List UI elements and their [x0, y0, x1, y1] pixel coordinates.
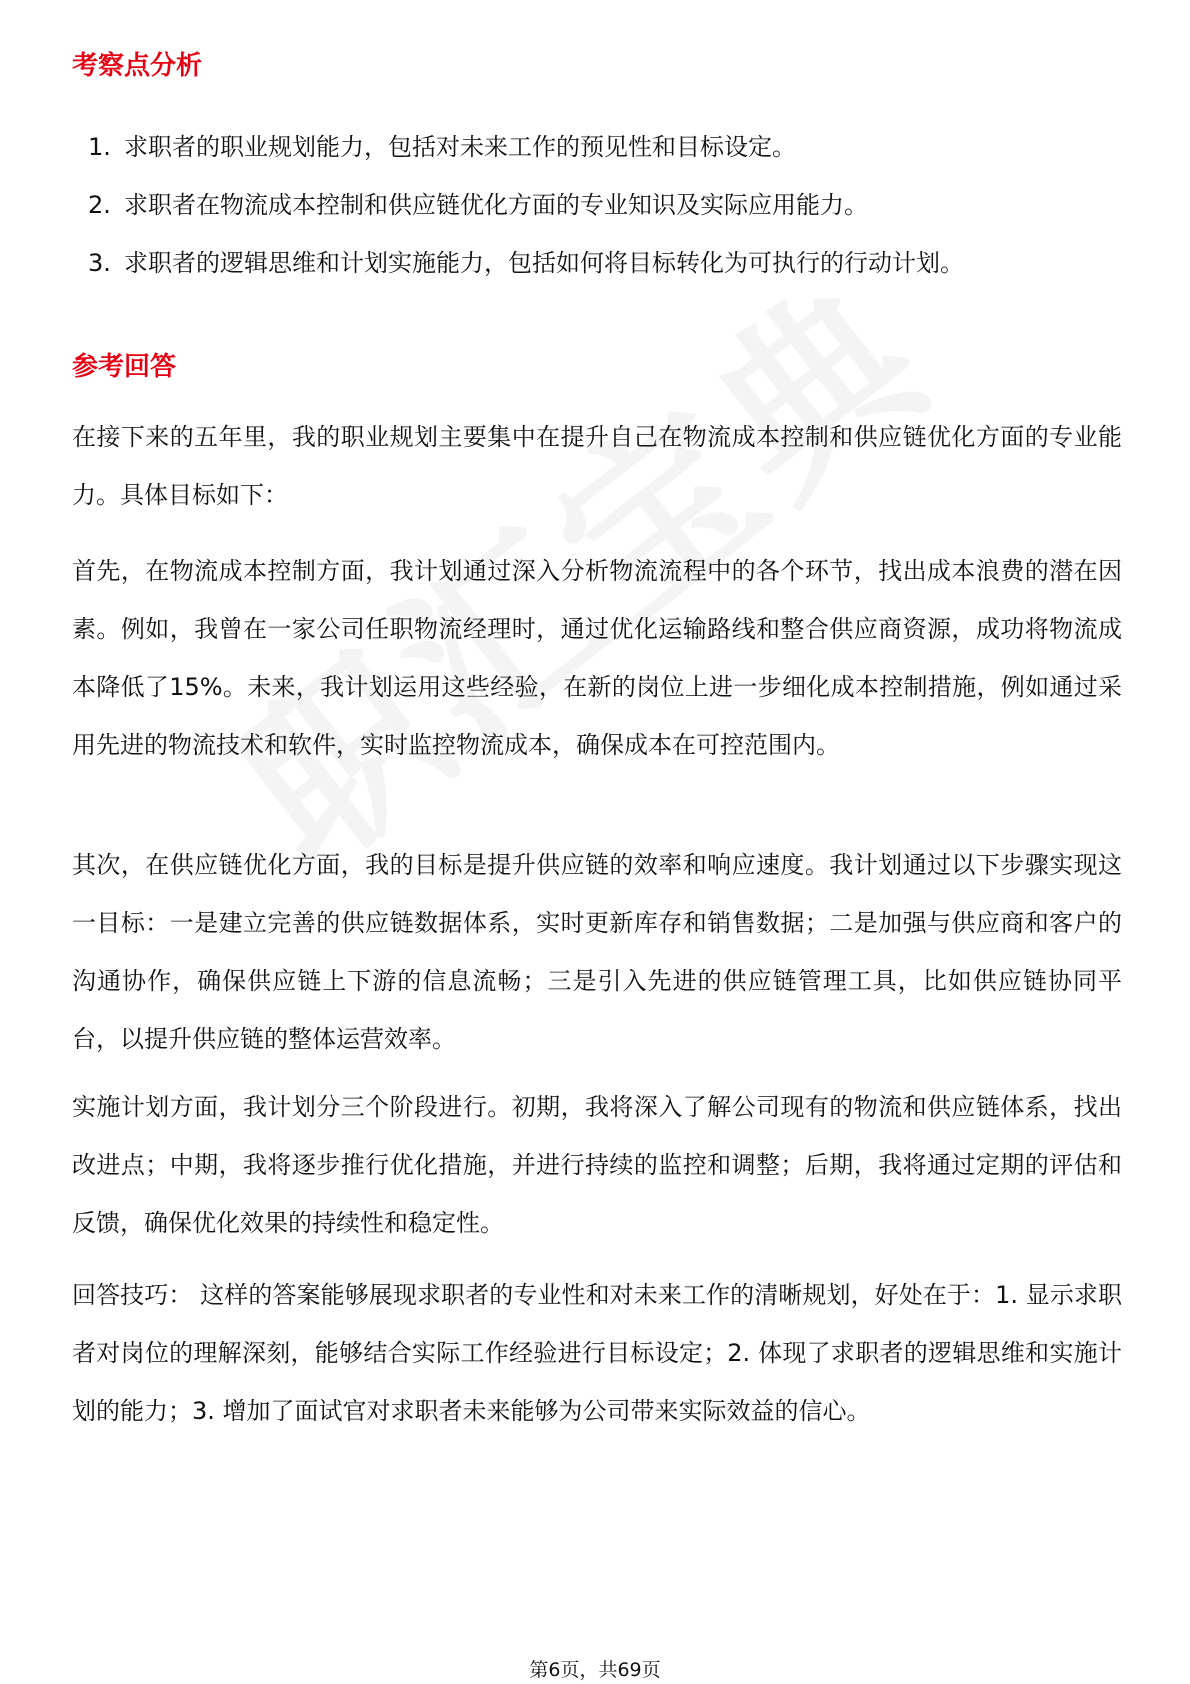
list-item [72, 234, 1124, 292]
paragraph-intro: 在接下来的五年里，我的职业规划主要集中在提升自己在物流成本控制和供应链优化方面的专业能力。具体目标如下： [72, 423, 1122, 509]
page-number-footer: 第6页，共69页 [529, 1659, 661, 1681]
paragraph-implementation: 实施计划方面，我计划分三个阶段进行。初期，我将深入了解公司现有的物流和供应链体系，找出改进点；中期，我将逐步推行优化措施，并进行持续的监控和调整；后期，我将通过定期的评估和反馈，确保优化效果的持续性和稳定性。 [72, 1093, 1122, 1237]
paragraph-cost-control: 首先，在物流成本控制方面，我计划通过深入分析物流流程中的各个环节，找出成本浪费的潜在因素。例如，我曾在一家公司任职物流经理时，通过优化运输路线和整合供应商资源，成功将物流成本降低了15%。未来，我计划运用这些经验，在新的岗位上进一步细化成本控制措施，例如通过采用先进的物流技术和软件，实时监控物流成本，确保成本在可控范围内。 [72, 557, 1122, 759]
list-item [72, 118, 1124, 176]
paragraph-tips: 回答技巧： 这样的答案能够展现求职者的专业性和对未来工作的清晰规划，好处在于：1. 显示求职者对岗位的理解深刻，能够结合实际工作经验进行目标设定；2. 体现了求职者的逻辑思维和实施计划的能力；3. 增加了面试官对求职者未来能够为公司带来实际效益的信心。 [72, 1281, 1122, 1425]
list-item-number: 2. [88, 191, 111, 219]
list-item-text: 求职者的逻辑思维和计划实施能力，包括如何将目标转化为可执行的行动计划。 [124, 249, 964, 277]
list-item-text: 求职者在物流成本控制和供应链优化方面的专业知识及实际应用能力。 [124, 191, 868, 219]
list-item-text: 求职者的职业规划能力，包括对未来工作的预见性和目标设定。 [124, 133, 796, 161]
list-item-number: 1. [88, 133, 111, 161]
section-title-analysis: 考察点分析 [72, 51, 203, 81]
section-title-answer: 参考回答 [72, 352, 177, 382]
list-item [72, 176, 1124, 234]
list-item-number: 3. [88, 249, 111, 277]
analysis-list [72, 118, 1122, 292]
paragraph-supply-chain: 其次，在供应链优化方面，我的目标是提升供应链的效率和响应速度。我计划通过以下步骤实现这一目标：一是建立完善的供应链数据体系，实时更新库存和销售数据；二是加强与供应商和客户的沟通协作，确保供应链上下游的信息流畅；三是引入先进的供应链管理工具，比如供应链协同平台，以提升供应链的整体运营效率。 [72, 851, 1122, 1053]
